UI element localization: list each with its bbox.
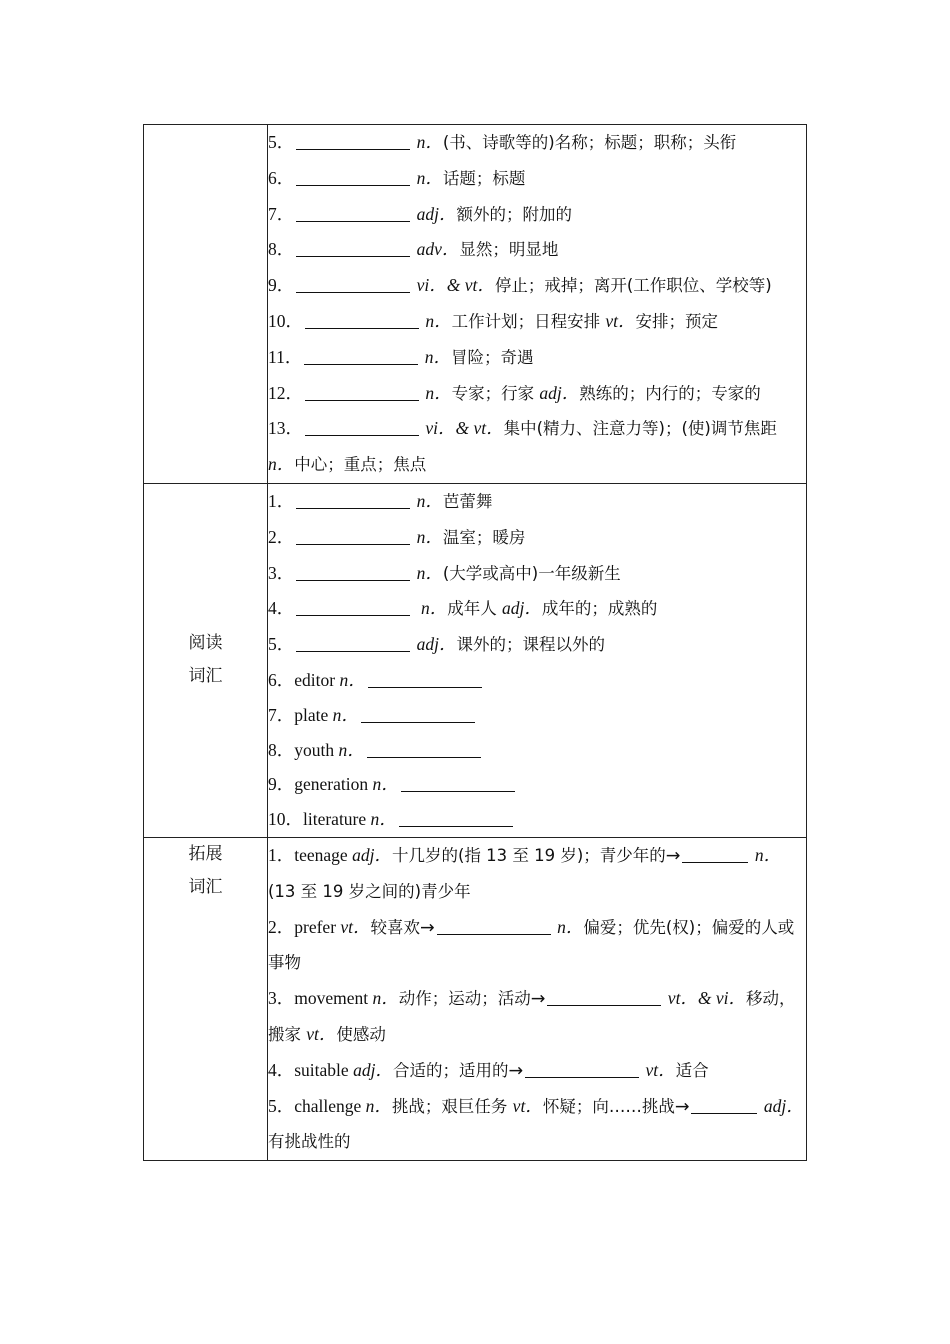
item-number: 4． [268, 598, 295, 619]
item-number: 9． [268, 774, 295, 795]
part-of-speech: vt． [340, 916, 371, 937]
answer-blank[interactable] [296, 184, 410, 186]
definition-text: 有挑战性的 [268, 1132, 351, 1152]
definition-text: (书、诗歌等的)名称；标题；职称；头衔 [442, 133, 737, 152]
definition-text: 怀疑；向……挑战 [542, 1096, 675, 1116]
item-number: 10． [268, 310, 303, 331]
vocab-item [268, 910, 806, 982]
definition-text: 较喜欢 [370, 917, 421, 937]
part-of-speech: n． [416, 490, 443, 511]
vocab-item [268, 520, 806, 556]
vocab-item [268, 161, 806, 197]
vocab-item [268, 304, 806, 340]
answer-blank[interactable] [296, 507, 410, 509]
vocab-item [268, 838, 806, 910]
word-text: generation [294, 774, 373, 795]
definition-text: 动作；运动；活动 [398, 989, 531, 1009]
vocab-item [268, 1089, 806, 1161]
part-of-speech: n． [416, 526, 443, 547]
part-of-speech: vt． [645, 1059, 676, 1080]
part-of-speech: adj． [539, 382, 580, 403]
item-number: 8． [268, 239, 295, 260]
answer-blank[interactable] [361, 721, 475, 723]
item-number: 1． [268, 490, 295, 511]
definition-text: 安排；预定 [635, 311, 719, 331]
item-number: 5． [268, 1095, 295, 1116]
word-text: prefer [294, 916, 341, 937]
vocab-item [268, 268, 806, 304]
section-label-line2: 词汇 [188, 876, 223, 897]
vocab-item [268, 197, 806, 233]
part-of-speech: vi．& vt． [425, 418, 504, 439]
part-of-speech: n． [372, 774, 399, 795]
definition-text: 集中(精力、注意力等)；(使)调节焦距 [503, 419, 783, 439]
answer-blank[interactable] [296, 614, 410, 616]
item-number: 10． [268, 809, 303, 830]
arrow-icon: → [530, 989, 546, 1010]
definition-text: 额外的；附加的 [456, 204, 572, 224]
definition-text: 停止；戒掉；离开(工作职位、学校等) [494, 276, 772, 296]
item-number: 7． [268, 704, 295, 725]
item-number: 13． [268, 418, 303, 439]
part-of-speech: n． [370, 809, 397, 830]
part-of-speech: vi．& vt． [416, 275, 495, 296]
definition-text: 成年的；成熟的 [541, 599, 658, 619]
definition-text: 使感动 [336, 1024, 386, 1044]
answer-blank[interactable] [296, 148, 410, 150]
definition-text: 话题；标题 [442, 168, 526, 188]
vocab-item [268, 125, 806, 161]
part-of-speech: vt． [512, 1095, 543, 1116]
part-of-speech: vt． [605, 310, 636, 331]
vocab-item [268, 340, 806, 376]
definition-text: 温室；暖房 [442, 527, 526, 547]
vocab-item [268, 1053, 806, 1089]
answer-blank[interactable] [401, 790, 515, 792]
definition-text: 挑战；艰巨任务 [391, 1096, 513, 1116]
vocab-item [268, 698, 806, 733]
definition-text: 成年人 [447, 599, 502, 619]
part-of-speech: adv． [416, 239, 460, 260]
item-number: 11． [268, 346, 303, 367]
answer-blank[interactable] [682, 861, 748, 863]
part-of-speech: n． [416, 562, 443, 583]
word-text: editor [294, 669, 340, 690]
item-number: 5． [268, 132, 295, 152]
part-of-speech: n． [424, 346, 451, 367]
item-number: 2． [268, 916, 295, 937]
answer-blank[interactable] [296, 650, 410, 652]
item-number: 6． [268, 167, 295, 188]
answer-blank[interactable] [305, 399, 419, 401]
part-of-speech: n． [416, 132, 443, 152]
section-label-line1: 拓展 [188, 843, 223, 864]
section-row-1 [144, 125, 807, 484]
part-of-speech: adj． [353, 1059, 393, 1080]
vocab-item [268, 663, 806, 698]
vocab-item [268, 981, 806, 1053]
item-number: 6． [268, 669, 295, 690]
item-number: 4． [268, 1059, 295, 1080]
part-of-speech: n． [416, 598, 448, 619]
definition-text: 课外的；课程以外的 [456, 635, 605, 655]
part-of-speech: n． [557, 916, 584, 937]
arrow-icon: → [420, 917, 435, 938]
definition-text: 显然；明显地 [459, 240, 559, 260]
answer-blank[interactable] [368, 686, 482, 688]
vocab-item [268, 376, 806, 412]
part-of-speech: adj． [416, 634, 457, 655]
section-label-3 [144, 837, 268, 1160]
definition-text: 熟练的；内行的；专家的 [579, 383, 761, 403]
arrow-icon: → [674, 1096, 690, 1117]
definition-text: (大学或高中)一年级新生 [442, 563, 621, 583]
answer-blank[interactable] [305, 327, 419, 329]
answer-blank[interactable] [305, 434, 419, 436]
part-of-speech: n． [365, 1095, 392, 1116]
vocabulary-table [143, 124, 807, 1161]
vocab-item [268, 767, 806, 802]
part-of-speech: n． [416, 167, 443, 188]
definition-text: 合适的；适用的 [392, 1060, 509, 1080]
item-number: 9． [268, 275, 295, 296]
part-of-speech: n． [425, 310, 452, 331]
section-label-line2: 词汇 [188, 666, 223, 687]
definition-text: 移动，搬家 [268, 989, 796, 1044]
word-text: challenge [294, 1095, 366, 1116]
word-text: youth [294, 739, 339, 760]
item-number: 2． [268, 526, 295, 547]
answer-blank[interactable] [399, 825, 513, 827]
vocab-item [268, 627, 806, 663]
part-of-speech: n． [425, 382, 452, 403]
part-of-speech: n． [372, 988, 399, 1009]
answer-blank[interactable] [547, 1004, 661, 1006]
word-text: plate [294, 704, 333, 725]
part-of-speech: n． [338, 739, 365, 760]
word-text: literature [303, 809, 371, 830]
definition-text: 适合 [675, 1060, 709, 1080]
vocab-item [268, 556, 806, 592]
answer-blank[interactable] [296, 220, 410, 222]
item-number: 7． [268, 203, 295, 224]
definition-text: 十几岁的(指 13 至 19 岁)；青少年的 [391, 845, 666, 865]
item-number: 5． [268, 634, 295, 655]
definition-text: 工作计划；日程安排 [451, 311, 606, 331]
section-items-3 [268, 837, 807, 1160]
vocab-item [268, 484, 806, 520]
part-of-speech: adj． [416, 203, 457, 224]
answer-blank[interactable] [691, 1112, 757, 1114]
definition-text: 芭蕾舞 [442, 491, 493, 511]
definition-text: 专家；行家 [451, 383, 540, 403]
answer-blank[interactable] [367, 756, 481, 758]
part-of-speech: vt． [306, 1023, 337, 1044]
answer-blank[interactable] [296, 579, 410, 581]
answer-blank[interactable] [296, 291, 410, 293]
word-text: suitable [294, 1059, 354, 1080]
section-row-2 [144, 483, 807, 837]
vocab-item [268, 591, 806, 627]
section-label-2 [144, 483, 268, 837]
item-number: 12． [268, 382, 303, 403]
definition-text: 冒险；奇遇 [450, 347, 534, 367]
word-text: movement [294, 988, 373, 1009]
part-of-speech: vt．& vi． [667, 988, 747, 1009]
item-number: 3． [268, 988, 295, 1009]
word-text: teenage [294, 844, 353, 865]
section-row-3 [144, 837, 807, 1160]
arrow-icon: → [508, 1060, 524, 1081]
vocab-item [268, 232, 806, 268]
item-number: 3． [268, 562, 295, 583]
vocab-item [268, 802, 806, 837]
part-of-speech: adj． [759, 1095, 804, 1116]
vocab-item [268, 733, 806, 768]
arrow-icon: → [665, 845, 681, 866]
part-of-speech: adj． [502, 598, 542, 619]
part-of-speech: adj． [352, 844, 392, 865]
section-label-line1: 阅读 [188, 633, 223, 654]
answer-blank[interactable] [296, 543, 410, 545]
section-items-2 [268, 483, 807, 837]
section-label-1 [144, 125, 268, 484]
part-of-speech: n． [750, 844, 782, 865]
answer-blank[interactable] [304, 363, 418, 365]
section-items-1 [268, 125, 807, 484]
answer-blank[interactable] [437, 933, 551, 935]
part-of-speech: n． [268, 454, 295, 475]
definition-text: 中心；重点；焦点 [294, 455, 427, 475]
vocab-item [268, 411, 806, 483]
definition-text: 偏爱；优先(权)；偏爱的人或事物 [268, 917, 795, 973]
definition-text: (13 至 19 岁之间的)青少年 [268, 881, 471, 901]
part-of-speech: n． [339, 669, 366, 690]
answer-blank[interactable] [296, 255, 410, 257]
item-number: 8． [268, 739, 295, 760]
item-number: 1． [268, 844, 295, 865]
part-of-speech: n． [332, 704, 359, 725]
answer-blank[interactable] [525, 1076, 639, 1078]
